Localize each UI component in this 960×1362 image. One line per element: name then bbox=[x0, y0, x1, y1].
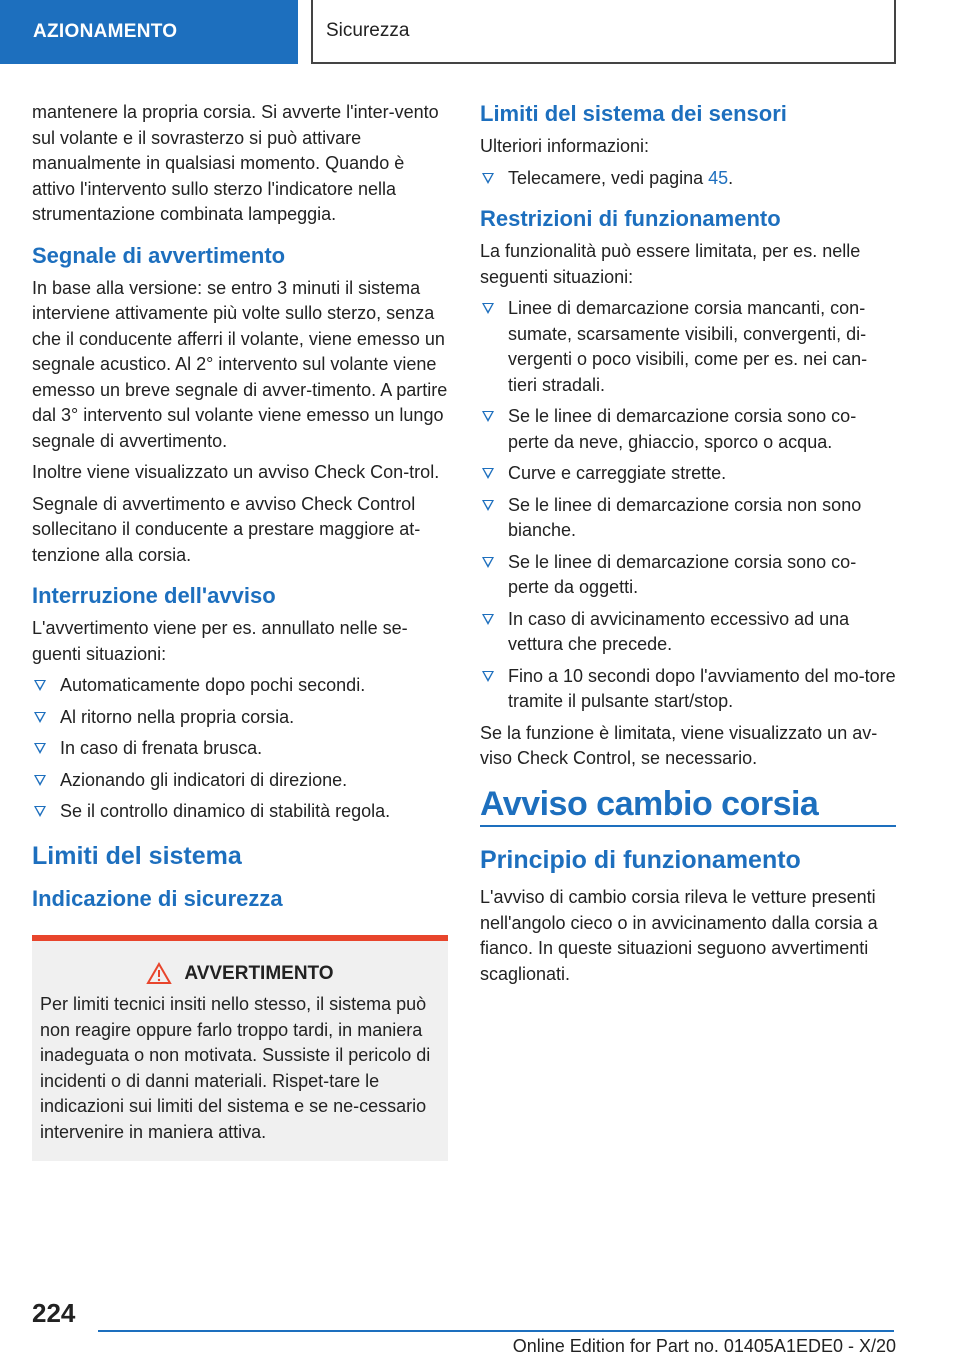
triangle-bullet-icon bbox=[482, 500, 494, 511]
restrizioni-list bbox=[480, 296, 896, 715]
triangle-bullet-icon bbox=[34, 680, 46, 691]
triangle-bullet-icon bbox=[482, 671, 494, 682]
triangle-bullet-icon bbox=[482, 614, 494, 625]
heading-segnale: Segnale di avvertimento bbox=[32, 242, 286, 268]
triangle-bullet-icon bbox=[482, 557, 494, 568]
heading-limiti: Limiti del sistema bbox=[32, 841, 242, 870]
right-column bbox=[480, 100, 896, 993]
list-item: Se le linee di demarcazione corsia non sono bianche. bbox=[480, 493, 896, 544]
list-item: Azionando gli indicatori di direzione. bbox=[32, 768, 448, 794]
list-item: In caso di avvicinamento eccessivo ad una vettura che precede. bbox=[480, 607, 896, 658]
triangle-bullet-icon bbox=[482, 468, 494, 479]
list-item: Fino a 10 secondi dopo l'avviamento del mo-tore tramite il pulsante start/stop. bbox=[480, 664, 896, 715]
interruzione-list bbox=[32, 673, 448, 825]
heading-avviso-cambio-corsia: Avviso cambio corsia bbox=[480, 792, 896, 828]
list-item: Se il controllo dinamico di stabilità regola. bbox=[32, 799, 448, 825]
page-number: 224 bbox=[32, 1298, 76, 1328]
section-title: Sicurezza bbox=[326, 20, 410, 41]
list-item: In caso di frenata brusca. bbox=[32, 736, 448, 762]
interruzione-paragraph: L'avvertimento viene per es. annullato nelle se-guenti situazioni: bbox=[32, 618, 408, 664]
list-item: Automaticamente dopo pochi secondi. bbox=[32, 673, 448, 699]
section-header bbox=[311, 0, 896, 64]
list-item: Se le linee di demarcazione corsia sono co-perte da oggetti. bbox=[480, 550, 896, 601]
triangle-bullet-icon bbox=[34, 775, 46, 786]
warning-text: Per limiti tecnici insiti nello stesso, il sistema può non reagire oppure farlo troppo tardi, in maniera inadeguata o non motivata. Sussiste il pericolo di incidenti o di danni materiali. Rispet-tare le indicazioni sui limiti del sistema e se ne-cessario intervenire in maniera attiva. bbox=[40, 994, 431, 1142]
list-item: Al ritorno nella propria corsia. bbox=[32, 705, 448, 731]
triangle-bullet-icon bbox=[34, 743, 46, 754]
principio-paragraph: L'avviso di cambio corsia rileva le vetture presenti nell'angolo cieco o in avvicinamento dalla corsia a fianco. In queste situazioni seguono avvertimenti scaglionati. bbox=[480, 887, 878, 984]
triangle-bullet-icon bbox=[482, 173, 494, 184]
list-item: Curve e carreggiate strette. bbox=[480, 461, 896, 487]
warning-triangle-icon bbox=[146, 962, 172, 985]
triangle-bullet-icon bbox=[34, 806, 46, 817]
list-item: Linee di demarcazione corsia mancanti, con-sumate, scarsamente visibili, convergenti, di-vergenti o poco visibili, come per es. nei can-tieri stradali. bbox=[480, 296, 896, 398]
triangle-bullet-icon bbox=[482, 411, 494, 422]
sensori-list bbox=[480, 166, 896, 192]
chapter-tab bbox=[0, 0, 298, 64]
edition-text: Online Edition for Part no. 01405A1EDE0 - X/20 bbox=[512, 1336, 896, 1356]
segnale-paragraph-3: Segnale di avvertimento e avviso Check Control sollecitano il conducente a prestare maggiore at-tenzione alla corsia. bbox=[32, 493, 421, 565]
triangle-bullet-icon bbox=[482, 303, 494, 314]
page-link[interactable]: 45 bbox=[708, 167, 729, 188]
warning-box bbox=[32, 935, 448, 1162]
restrizioni-paragraph: La funzionalità può essere limitata, per es. nelle seguenti situazioni: bbox=[480, 241, 861, 287]
footer-divider bbox=[98, 1330, 894, 1332]
warning-title: AVVERTIMENTO bbox=[184, 962, 334, 984]
triangle-bullet-icon bbox=[34, 712, 46, 723]
list-item: Telecamere, vedi pagina 45. bbox=[480, 166, 896, 192]
heading-principio: Principio di funzionamento bbox=[480, 846, 801, 874]
intro-paragraph: mantenere la propria corsia. Si avverte l'inter-vento sul volante e il sovrasterzo si può attivare manualmente in qualsiasi momento. Quando è attivo l'intervento sullo sterzo l'indicatore nella strumentazione combinata lampeggia. bbox=[32, 102, 439, 224]
chapter-title: AZIONAMENTO bbox=[33, 21, 178, 42]
heading-restrizioni: Restrizioni di funzionamento bbox=[480, 206, 781, 231]
heading-indicazione: Indicazione di sicurezza bbox=[32, 885, 283, 911]
limitata-paragraph: Se la funzione è limitata, viene visualizzato un av-viso Check Control, se necessario. bbox=[480, 722, 878, 768]
left-column bbox=[32, 100, 448, 1161]
heading-interruzione: Interruzione dell'avviso bbox=[32, 583, 276, 608]
list-item: Se le linee di demarcazione corsia sono co-perte da neve, ghiaccio, sporco o acqua. bbox=[480, 404, 896, 455]
segnale-paragraph-1: In base alla versione: se entro 3 minuti il sistema interviene attivamente più volte sullo sterzo, senza che il conducente afferri il volante, viene emesso un segnale acustico. Al 2° intervento sul volante viene emesso un breve segnale di avver-timento. A partire dal 3° intervento sul volante viene emesso un lungo segnale di avvertimento. bbox=[32, 277, 448, 451]
segnale-paragraph-2: Inoltre viene visualizzato un avviso Check Con-trol. bbox=[32, 462, 440, 482]
ulteriori-paragraph: Ulteriori informazioni: bbox=[480, 136, 650, 156]
warning-header bbox=[40, 961, 440, 987]
heading-sensori: Limiti del sistema dei sensori bbox=[480, 101, 787, 126]
